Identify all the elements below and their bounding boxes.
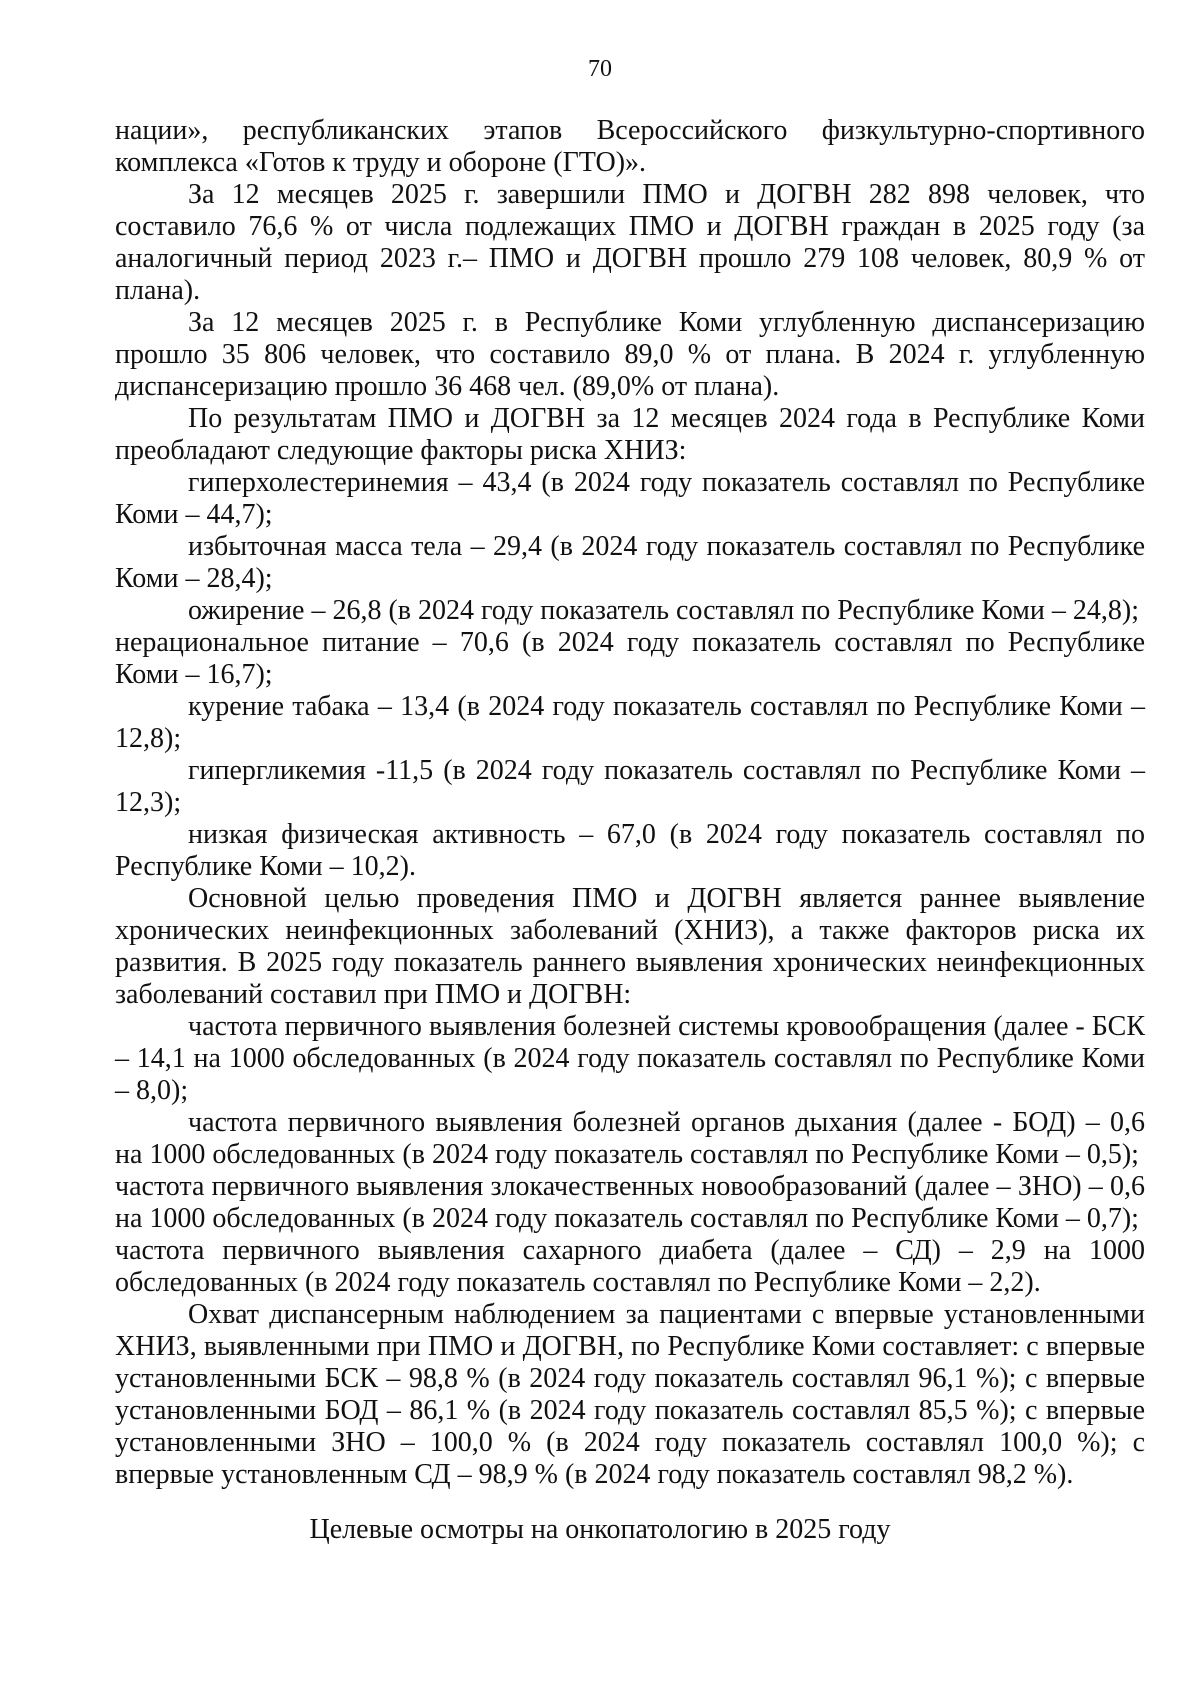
paragraph: нации», республиканских этапов Всероссийского физкультурно-спортивного комплекса «Готов к труду и обороне (ГТО)».	[115, 115, 1145, 178]
page-number: 70	[588, 56, 612, 82]
paragraph: По результатам ПМО и ДОГВН за 12 месяцев 2024 года в Республике Коми преобладают следующие факторы риска ХНИЗ:	[115, 403, 1145, 466]
detection-rate-item: частота первичного выявления злокачественных новообразований (далее – ЗНО) – 0,6 на 1000 обследованных (в 2024 году показатель составлял по Республике Коми – 0,7);	[115, 1171, 1145, 1234]
paragraph: За 12 месяцев 2025 г. завершили ПМО и ДОГВН 282 898 человек, что составило 76,6 % от числа подлежащих ПМО и ДОГВН граждан в 2025 году (за аналогичный период 2023 г.– ПМО и ДОГВН прошло 279 108 человек, 80,9 % от плана).	[115, 179, 1145, 306]
document-body	[115, 115, 1145, 1491]
detection-rate-item: частота первичного выявления болезней системы кровообращения (далее - БСК – 14,1 на 1000 обследованных (в 2024 году показатель составлял по Республике Коми – 8,0);	[115, 1011, 1145, 1106]
risk-factor-item: ожирение – 26,8 (в 2024 году показатель составлял по Республике Коми – 24,8);	[188, 595, 1139, 626]
section-heading: Целевые осмотры на онкопатологию в 2025 году	[309, 1514, 891, 1545]
risk-factor-item: избыточная масса тела – 29,4 (в 2024 году показатель составлял по Республике Коми – 28,4);	[115, 531, 1145, 594]
paragraph: За 12 месяцев 2025 г. в Республике Коми углубленную диспансеризацию прошло 35 806 человек, что составило 89,0 % от плана. В 2024 г. углубленную диспансеризацию прошло 36 468 чел. (89,0% от плана).	[115, 307, 1145, 402]
risk-factor-item: гипергликемия -11,5 (в 2024 году показатель составлял по Республике Коми – 12,3);	[115, 755, 1145, 818]
detection-rate-item: частота первичного выявления сахарного диабета (далее – СД) – 2,9 на 1000 обследованных (в 2024 году показатель составлял по Республике Коми – 2,2).	[115, 1235, 1145, 1298]
risk-factor-item: гиперхолестеринемия – 43,4 (в 2024 году показатель составлял по Республике Коми – 44,7);	[115, 467, 1145, 530]
paragraph: Основной целью проведения ПМО и ДОГВН является раннее выявление хронических неинфекционных заболеваний (ХНИЗ), а также факторов риска их развития. В 2025 году показатель раннего выявления хронических неинфекционных заболеваний составил при ПМО и ДОГВН:	[115, 883, 1145, 1010]
detection-rate-item: частота первичного выявления болезней органов дыхания (далее - БОД) – 0,6 на 1000 обследованных (в 2024 году показатель составлял по Республике Коми – 0,5);	[115, 1107, 1145, 1170]
paragraph: Охват диспансерным наблюдением за пациентами с впервые установленными ХНИЗ, выявленными при ПМО и ДОГВН, по Республике Коми составляет: с впервые установленными БСК – 98,8 % (в 2024 году показатель составлял 96,1 %); с впервые установленными БОД – 86,1 % (в 2024 году показатель составлял 85,5 %); с впервые установленными ЗНО – 100,0 % (в 2024 году показатель составлял 100,0 %); с впервые установленным СД – 98,9 % (в 2024 году показатель составлял 98,2 %).	[115, 1299, 1145, 1490]
risk-factor-item: низкая физическая активность – 67,0 (в 2024 году показатель составлял по Республике Коми – 10,2).	[115, 819, 1145, 882]
risk-factor-item: курение табака – 13,4 (в 2024 году показатель составлял по Республике Коми – 12,8);	[115, 691, 1145, 754]
risk-factor-item: нерациональное питание – 70,6 (в 2024 году показатель составлял по Республике Коми – 16,7);	[115, 627, 1145, 690]
